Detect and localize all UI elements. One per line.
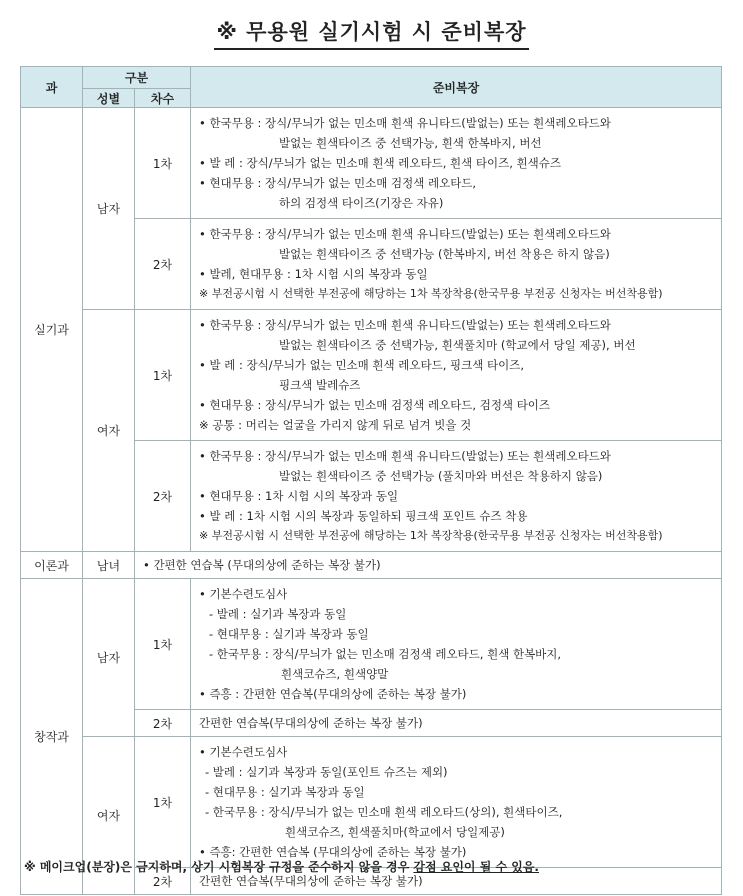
attire-line: ※ 부전공시험 시 선택한 부전공에 해당하는 1차 복장착용(한국무용 부전공 신청자는 버선착용함) [199, 287, 663, 300]
attire-line: 흰색코슈즈, 흰색양말 [281, 667, 389, 681]
round-practical-female-1: 1차 [135, 310, 191, 441]
footer-note [24, 858, 539, 875]
attire-creative-male-2 [191, 710, 722, 737]
attire-line: • 기본수련도심사 [199, 587, 288, 601]
gender-practical-female: 여자 [83, 310, 135, 552]
attire-line: • 한국무용 : 장식/무늬가 없는 민소매 흰색 유니타드(발없는) 또는 흰색레오타드와 [199, 116, 611, 130]
attire-line: 발없는 흰색타이즈 중 선택가능 (한복바지, 버선 착용은 하지 않음) [279, 247, 610, 261]
attire-line: • 현대무용 : 1차 시험 시의 복장과 동일 [199, 489, 399, 503]
attire-line: • 한국무용 : 장식/무늬가 없는 민소매 흰색 유니타드(발없는) 또는 흰색레오타드와 [199, 318, 611, 332]
attire-line: 간편한 연습복(무대의상에 준하는 복장 불가) [199, 874, 423, 888]
attire-line: 핑크색 발레슈즈 [279, 378, 361, 392]
attire-table [20, 66, 722, 895]
attire-line: • 간편한 연습복 (무대의상에 준하는 복장 불가) [143, 558, 381, 572]
dept-creative: 창작과 [21, 579, 83, 895]
attire-line: ※ 공통 : 머리는 얼굴을 가리지 않게 뒤로 넘겨 빗을 것 [199, 418, 472, 432]
attire-line: • 즉흥 : 간편한 연습복(무대의상에 준하는 복장 불가) [199, 687, 467, 701]
round-creative-male-2: 2차 [135, 710, 191, 737]
attire-creative-female-1 [191, 737, 722, 868]
footer-emphasis: 감점 요인이 될 수 있음. [413, 860, 539, 874]
attire-line: • 한국무용 : 장식/무늬가 없는 민소매 흰색 유니타드(발없는) 또는 흰색레오타드와 [199, 449, 611, 463]
gender-creative-male: 남자 [83, 579, 135, 737]
gender-practical-male: 남자 [83, 108, 135, 310]
attire-line: 흰색코슈즈, 흰색풀치마(학교에서 당일제공) [285, 825, 505, 839]
round-creative-male-1: 1차 [135, 579, 191, 710]
attire-practical-female-1 [191, 310, 722, 441]
attire-line: • 발 레 : 1차 시험 시의 복장과 동일하되 핑크색 포인트 슈즈 착용 [199, 509, 528, 523]
attire-theory [135, 552, 722, 579]
attire-line: • 한국무용 : 장식/무늬가 없는 민소매 흰색 유니타드(발없는) 또는 흰색레오타드와 [199, 227, 611, 241]
round-practical-male-2: 2차 [135, 219, 191, 310]
gender-creative-female: 여자 [83, 737, 135, 895]
header-attire: 준비복장 [191, 67, 722, 108]
attire-line: 간편한 연습복(무대의상에 준하는 복장 불가) [199, 716, 423, 730]
header-round: 차수 [135, 89, 191, 108]
page-title: ※ 무용원 실기시험 시 준비복장 [0, 18, 743, 50]
gender-theory: 남녀 [83, 552, 135, 579]
header-category: 구분 [83, 67, 191, 89]
attire-line: • 발 레 : 장식/무늬가 없는 민소매 흰색 레오타드, 핑크색 타이즈, [199, 358, 525, 372]
footer-text: ※ 메이크업(분장)은 금지하며, 상기 시험복장 규정을 준수하지 않을 경우 [24, 860, 414, 874]
attire-line: - 발레 : 실기과 복장과 동일(포인트 슈즈는 제외) [205, 765, 448, 779]
dept-theory: 이론과 [21, 552, 83, 579]
round-creative-female-1: 1차 [135, 737, 191, 868]
round-creative-female-2: 2차 [135, 868, 191, 895]
attire-line: • 현대무용 : 장식/무늬가 없는 민소매 검정색 레오타드, [199, 176, 477, 190]
attire-line: 발없는 흰색타이즈 중 선택가능, 흰색 한복바지, 버선 [279, 136, 542, 150]
attire-line: • 현대무용 : 장식/무늬가 없는 민소매 검정색 레오타드, 검정색 타이즈 [199, 398, 551, 412]
attire-creative-male-1 [191, 579, 722, 710]
header-gender: 성별 [83, 89, 135, 108]
round-practical-female-2: 2차 [135, 441, 191, 552]
attire-line: • 즉흥: 간편한 연습복 (무대의상에 준하는 복장 불가) [199, 845, 467, 859]
attire-line: • 기본수련도심사 [199, 745, 288, 759]
attire-line: - 현대무용 : 실기과 복장과 동일 [209, 627, 369, 641]
attire-practical-male-2 [191, 219, 722, 310]
header-dept: 과 [21, 67, 83, 108]
attire-line: 하의 검정색 타이즈(기장은 자유) [279, 196, 444, 210]
round-practical-male-1: 1차 [135, 108, 191, 219]
attire-line: • 발 레 : 장식/무늬가 없는 민소매 흰색 레오타드, 흰색 타이즈, 흰색슈즈 [199, 156, 561, 170]
attire-line: - 현대무용 : 실기과 복장과 동일 [205, 785, 365, 799]
attire-line: 발없는 흰색타이즈 중 선택가능, 흰색풀치마 (학교에서 당일 제공), 버선 [279, 338, 636, 352]
attire-line: - 한국무용 : 장식/무늬가 없는 민소매 검정색 레오타드, 흰색 한복바지, [209, 647, 562, 661]
attire-line: - 한국무용 : 장식/무늬가 없는 민소매 흰색 레오타드(상의), 흰색타이즈, [205, 805, 563, 819]
attire-practical-female-2 [191, 441, 722, 552]
attire-line: - 발레 : 실기과 복장과 동일 [209, 607, 347, 621]
attire-line: 발없는 흰색타이즈 중 선택가능 (풀치마와 버선은 착용하지 않음) [279, 469, 603, 483]
dept-practical: 실기과 [21, 108, 83, 552]
attire-practical-male-1 [191, 108, 722, 219]
attire-line: • 발레, 현대무용 : 1차 시험 시의 복장과 동일 [199, 267, 428, 281]
attire-line: ※ 부전공시험 시 선택한 부전공에 해당하는 1차 복장착용(한국무용 부전공 신청자는 버선착용함) [199, 529, 663, 542]
